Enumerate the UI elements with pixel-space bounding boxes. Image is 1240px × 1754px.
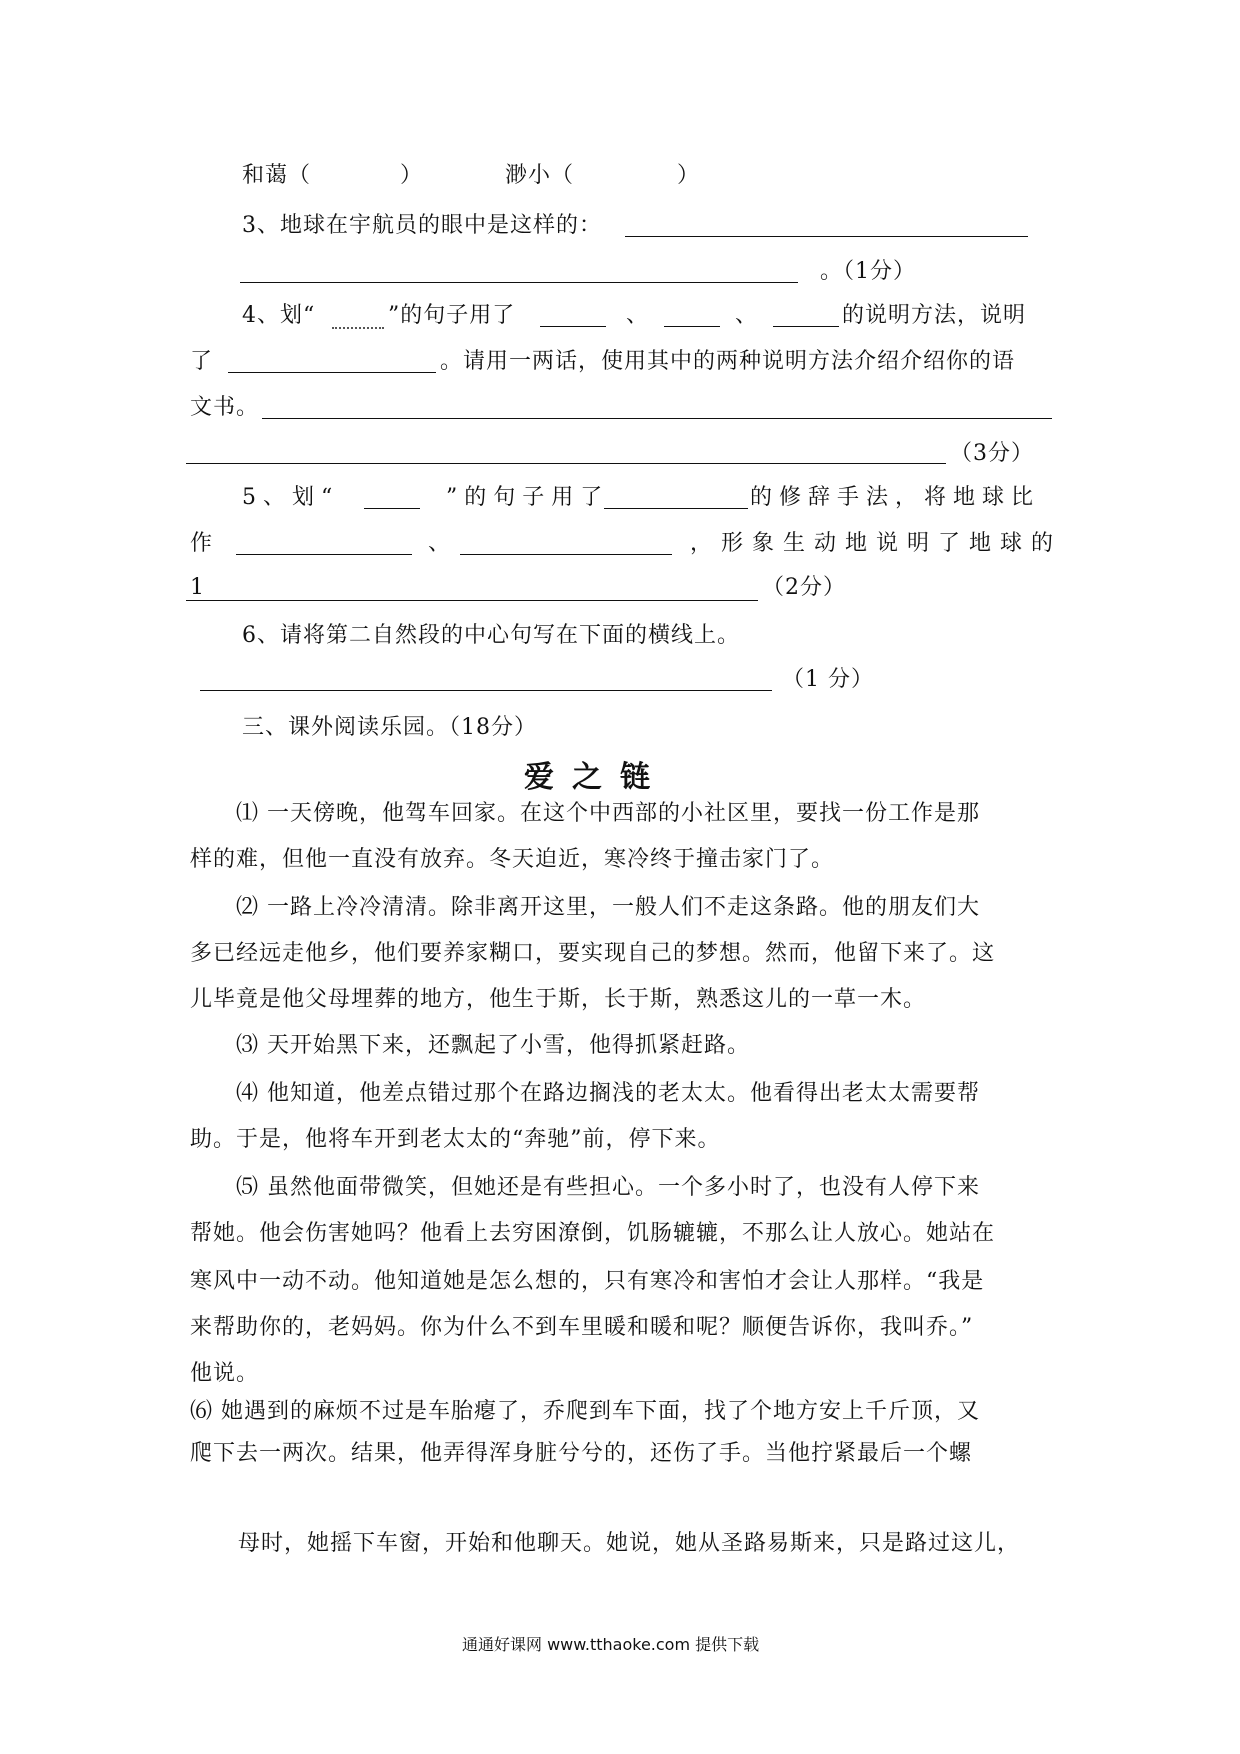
q5-sep: 、: [428, 531, 452, 556]
article-line: ⑵ 一路上冷冷清清。除非离开这里，一般人们不走这条路。他的朋友们大: [236, 895, 980, 920]
article-line: 母时，她摇下车窗，开始和他聊天。她说，她从圣路易斯来，只是路过这儿，: [238, 1531, 1021, 1556]
q3-answer-blank-2[interactable]: [240, 282, 798, 283]
q4-line2-text: 。请用一两话，使用其中的两种说明方法介绍介绍你的语: [440, 349, 1016, 374]
q4-prompt-start: 4、划“: [242, 303, 316, 328]
article-line: 助。于是，他将车开到老太太的“奔驰”前，停下来。: [190, 1127, 721, 1152]
q4-answer-blank-1[interactable]: [262, 418, 1052, 419]
article-line: ⑹ 她遇到的麻烦不过是车胎瘪了，乔爬到车下面，找了个地方安上千斤顶，又: [190, 1399, 980, 1424]
q4-answer-blank-2[interactable]: [186, 463, 946, 464]
q4-blank-1[interactable]: [540, 326, 606, 327]
q4-sep-2: 、: [735, 303, 759, 328]
q5-underline-mark: [364, 508, 420, 509]
q5-line2-start: 作: [190, 531, 214, 556]
q2-word2-close: ）: [677, 163, 701, 188]
q6-answer-blank[interactable]: [200, 690, 772, 691]
article-line: ⑶ 天开始黑下来，还飘起了小雪，他得抓紧赶路。: [236, 1033, 750, 1058]
q5-score: （2分）: [762, 575, 846, 600]
q4-prompt-middle: ”的句子用了: [388, 303, 516, 328]
q4-blank-3[interactable]: [773, 326, 839, 327]
q3-prompt: 3、地球在宇航员的眼中是这样的：: [242, 213, 602, 238]
article-line: ⑴ 一天傍晚，他驾车回家。在这个中西部的小社区里，要找一份工作是那: [236, 801, 980, 826]
section3-heading: 三、课外阅读乐园。（18分）: [242, 715, 537, 740]
q3-score: 。（1分）: [820, 259, 916, 284]
q5-blank-3[interactable]: [460, 554, 672, 555]
article-line: 儿毕竟是他父母埋葬的地方，他生于斯，长于斯，熟悉这儿的一草一木。: [190, 987, 927, 1012]
q4-sep-1: 、: [626, 303, 650, 328]
q4-wavy-underline-mark: [332, 327, 384, 329]
article-title: 爱之链: [524, 760, 668, 795]
q4-prompt-end: 的说明方法，说明: [842, 303, 1027, 328]
q5-prompt-end: 的修辞手法，将地球比: [750, 485, 1041, 510]
q2-word1-close: ）: [400, 163, 424, 188]
article-line: 样的难，但他一直没有放弃。冬天迫近，寒冷终于撞击家门了。: [190, 847, 835, 872]
q4-line3: 文书。: [190, 395, 260, 420]
article-line: 他说。: [190, 1361, 260, 1386]
q6-score: （1 分）: [782, 667, 874, 692]
q4-blank-4[interactable]: [228, 372, 436, 373]
article-line: 寒风中一动不动。他知道她是怎么想的，只有寒冷和害怕才会让人那样。“我是: [190, 1269, 985, 1294]
q2-word2: 渺小（: [505, 163, 575, 188]
article-line: 帮她。他会伤害她吗？他看上去穷困潦倒，饥肠辘辘，不那么让人放心。她站在: [190, 1221, 996, 1246]
q5-prompt-start: 5、划“: [242, 485, 340, 510]
q4-blank-2[interactable]: [664, 326, 720, 327]
q4-line2-start: 了: [190, 349, 214, 374]
q5-blank-4[interactable]: [186, 600, 758, 601]
article-line: 多已经远走他乡，他们要养家糊口，要实现自己的梦想。然而，他留下来了。这: [190, 941, 996, 966]
q5-line3-mark: 1: [190, 575, 205, 600]
q5-line2-text: ，形象生动地说明了地球的: [690, 531, 1063, 556]
q4-score: （3分）: [950, 441, 1034, 466]
footer-source: 通通好课网 www.tthaoke.com 提供下载: [462, 1635, 760, 1654]
q5-prompt-middle: ”的句子用了: [446, 485, 610, 510]
article-line: 来帮助你的，老妈妈。你为什么不到车里暖和暖和呢？顺便告诉你，我叫乔。”: [190, 1315, 974, 1340]
article-line: ⑸ 虽然他面带微笑，但她还是有些担心。一个多小时了，也没有人停下来: [236, 1175, 980, 1200]
q2-word1: 和蔼（: [242, 163, 312, 188]
article-line: 爬下去一两次。结果，他弄得浑身脏兮兮的，还伤了手。当他拧紧最后一个螺: [190, 1441, 973, 1466]
q6-prompt: 6、请将第二自然段的中心句写在下面的横线上。: [242, 623, 740, 648]
article-line: ⑷ 他知道，他差点错过那个在路边搁浅的老太太。他看得出老太太需要帮: [236, 1081, 980, 1106]
q3-answer-blank-1[interactable]: [625, 236, 1028, 237]
q5-blank-2[interactable]: [236, 554, 412, 555]
q5-blank-1[interactable]: [604, 508, 748, 509]
